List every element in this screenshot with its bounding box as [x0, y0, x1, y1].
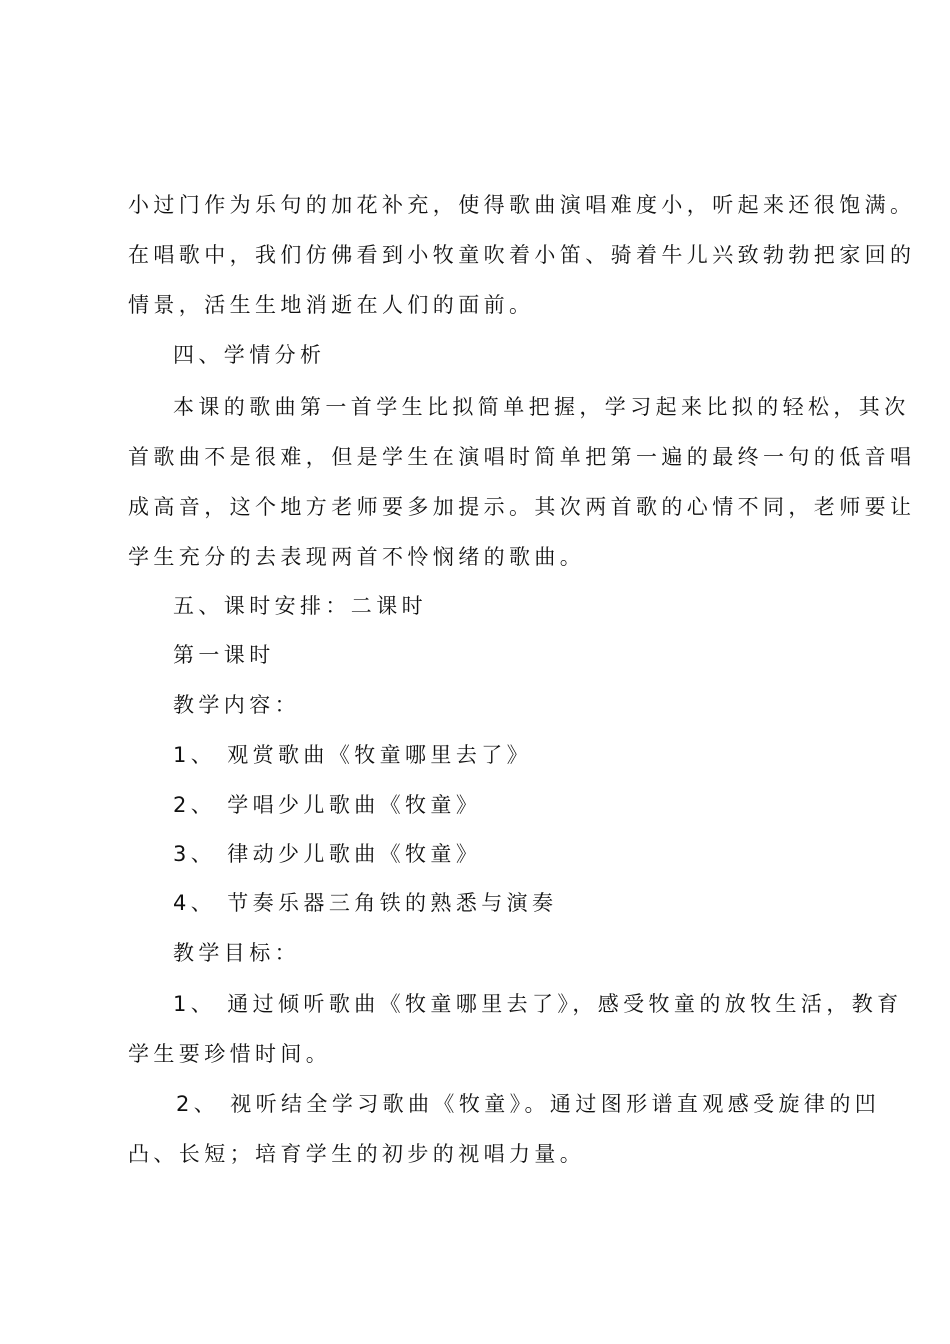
paragraph-line: 成高音，这个地方老师要多加提示。其次两首歌的心情不同，老师要让: [128, 495, 916, 519]
paragraph-line: 小过门作为乐句的加花补充，使得歌曲演唱难度小，听起来还很饱满。: [128, 193, 916, 217]
list-item: 4、 节奏乐器三角铁的熟悉与演奏: [173, 891, 558, 915]
paragraph-line: 学生充分的去表现两首不怜悯绪的歌曲。: [128, 545, 586, 569]
list-item: 3、 律动少儿歌曲《牧童》: [173, 842, 482, 866]
content-label: 教学内容：: [173, 693, 300, 717]
paragraph-line: 在唱歌中，我们仿佛看到小牧童吹着小笛、骑着牛儿兴致勃勃把家回的: [128, 243, 916, 267]
section-heading-analysis: 四、学情分析: [173, 343, 326, 367]
list-item: 2、 学唱少儿歌曲《牧童》: [173, 793, 482, 817]
goal-item-line: 学生要珍惜时间。: [128, 1042, 332, 1066]
paragraph-line: 情景，活生生地消逝在人们的面前。: [128, 293, 535, 317]
goal-label: 教学目标：: [173, 941, 300, 965]
goal-item-line: 凸、长短；培育学生的初步的视唱力量。: [128, 1142, 586, 1166]
lesson-title: 第一课时: [173, 643, 275, 667]
section-heading-schedule: 五、课时安排：二课时: [173, 594, 427, 618]
goal-item-line: 2、 视听结全学习歌曲《牧童》。通过图形谱直观感受旋律的凹: [176, 1092, 881, 1116]
goal-item-line: 1、 通过倾听歌曲《牧童哪里去了》，感受牧童的放牧生活，教育: [173, 992, 903, 1016]
paragraph-line: 首歌曲不是很难，但是学生在演唱时简单把第一遍的最终一句的低音唱: [128, 445, 916, 469]
list-item: 1、 观赏歌曲《牧童哪里去了》: [173, 743, 533, 767]
paragraph-line: 本课的歌曲第一首学生比拟简单把握，学习起来比拟的轻松，其次: [173, 395, 910, 419]
